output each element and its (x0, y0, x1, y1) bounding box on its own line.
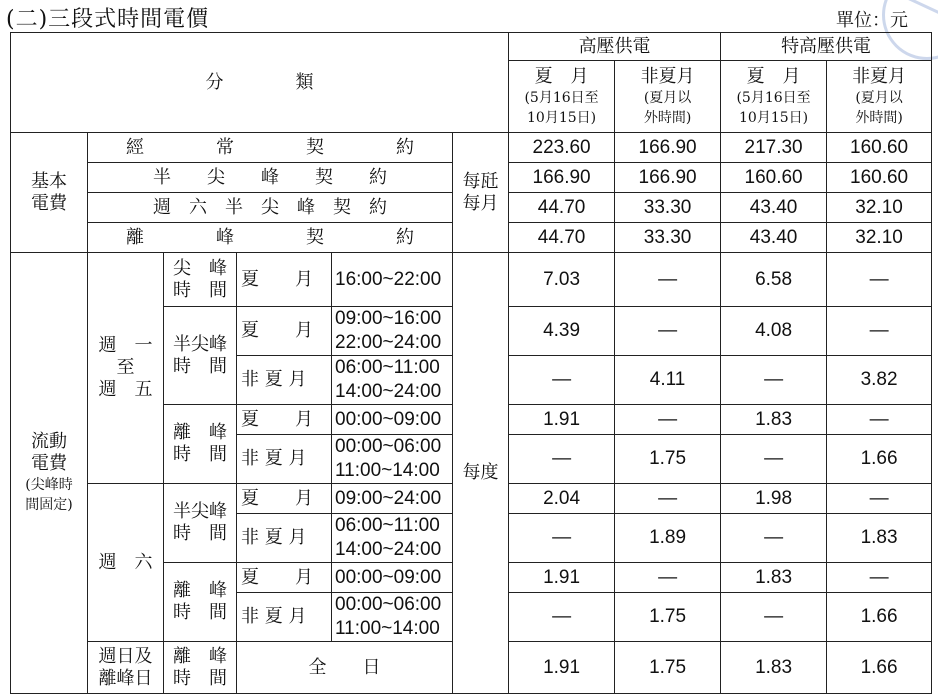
price-cell: 33.30 (615, 223, 721, 253)
header-extra-high-voltage: 特高壓供電 (721, 33, 932, 61)
header-non-summer: 非夏月 (640, 65, 695, 87)
price-cell: 7.03 (509, 253, 615, 307)
weekday-label (88, 253, 164, 484)
time-range (332, 356, 453, 405)
header-summer-note-2: 10月15日) (739, 109, 809, 126)
peak-time-label-1: 尖 峰 (173, 257, 227, 279)
time-range-line: 11:00~14:00 (335, 460, 440, 481)
season-non-summer: 非 夏 月 (237, 593, 332, 642)
price-cell: 217.30 (721, 133, 827, 163)
price-cell: 1.66 (827, 435, 932, 484)
price-cell: — (615, 253, 721, 307)
season-non-summer: 非 夏 月 (237, 356, 332, 405)
price-cell: 1.89 (615, 514, 721, 563)
header-non-summer-note-1: (夏月以 (855, 89, 903, 106)
peak-time-label (164, 253, 237, 307)
time-range-line: 14:00~24:00 (335, 539, 442, 560)
header-non-summer-cell (827, 61, 932, 133)
time-range-line: 11:00~14:00 (335, 618, 440, 639)
sunday-label (88, 642, 164, 694)
all-day-label: 全 日 (237, 642, 453, 694)
header-non-summer-note-2: 外時間) (855, 109, 903, 126)
price-cell: — (509, 435, 615, 484)
price-cell: 160.60 (721, 163, 827, 193)
price-cell: 160.60 (827, 163, 932, 193)
time-range (332, 593, 453, 642)
page-title: (二)三段式時間電價 (6, 7, 210, 32)
price-cell: 166.90 (615, 163, 721, 193)
flow-group-label-4: 間固定) (25, 497, 73, 513)
price-cell: 4.39 (509, 307, 615, 356)
sunday-label-2: 離峰日 (98, 667, 153, 689)
price-cell: 1.75 (615, 435, 721, 484)
weekday-label-1: 週 一 (98, 335, 153, 356)
price-cell: — (827, 405, 932, 435)
basic-row-label: 半 尖 峰 契 約 (88, 163, 453, 193)
price-cell: — (615, 484, 721, 514)
header-summer-note-2: 10月15日) (527, 109, 597, 126)
time-range (332, 435, 453, 484)
price-cell: — (721, 514, 827, 563)
flow-group-label-1: 流動 (31, 431, 67, 452)
price-cell: — (827, 307, 932, 356)
weekday-label-3: 週 五 (98, 379, 153, 400)
header-non-summer: 非夏月 (852, 65, 907, 87)
time-range-line: 00:00~06:00 (335, 594, 442, 615)
time-range-line: 09:00~16:00 (335, 308, 442, 329)
header-non-summer-cell (615, 61, 721, 133)
off-peak-label-1: 離 峰 (173, 645, 227, 667)
weekday-label-2: 至 (116, 357, 135, 378)
price-cell: — (615, 563, 721, 593)
price-cell: 1.66 (827, 642, 932, 694)
header-summer: 夏 月 (746, 65, 801, 87)
price-cell: — (827, 563, 932, 593)
price-cell: — (827, 253, 932, 307)
time-range: 00:00~09:00 (332, 563, 453, 593)
price-cell: — (509, 356, 615, 405)
price-cell: 1.83 (827, 514, 932, 563)
time-range-line: 14:00~24:00 (335, 381, 442, 402)
season-summer: 夏 月 (237, 484, 332, 514)
unit-label: 單位：元 (836, 10, 908, 31)
season-summer: 夏 月 (237, 307, 332, 356)
time-range-line: 22:00~24:00 (335, 332, 442, 353)
time-range (332, 307, 453, 356)
basic-unit-label-1: 每瓩 (462, 170, 499, 192)
header-non-summer-note-2: 外時間) (643, 109, 692, 126)
header-high-voltage: 高壓供電 (509, 33, 721, 61)
price-cell: 1.83 (721, 642, 827, 694)
off-peak-label-2: 時 間 (173, 444, 227, 465)
price-cell: — (721, 593, 827, 642)
price-cell: — (509, 514, 615, 563)
price-cell: 32.10 (827, 223, 932, 253)
off-peak-label-1: 離 峰 (173, 580, 227, 601)
tariff-table (10, 32, 932, 694)
price-cell: — (615, 307, 721, 356)
price-cell: 223.60 (509, 133, 615, 163)
price-cell: 1.75 (615, 593, 721, 642)
price-cell: — (721, 435, 827, 484)
flow-unit-label: 每度 (453, 253, 509, 694)
price-cell: 160.60 (827, 133, 932, 163)
price-cell: 4.08 (721, 307, 827, 356)
header-summer-note-1: (5月16日至 (736, 89, 811, 106)
header-summer-note-1: (5月16日至 (524, 89, 599, 106)
time-range-line: 06:00~11:00 (335, 515, 440, 536)
season-summer: 夏 月 (237, 563, 332, 593)
basic-row-label: 週 六 半 尖 峰 契 約 (88, 193, 453, 223)
season-non-summer: 非 夏 月 (237, 514, 332, 563)
header-summer: 夏 月 (534, 65, 589, 87)
price-cell: 33.30 (615, 193, 721, 223)
price-cell: 166.90 (615, 133, 721, 163)
price-cell: 6.58 (721, 253, 827, 307)
time-range (332, 514, 453, 563)
basic-unit-label (453, 133, 509, 253)
price-cell: 1.98 (721, 484, 827, 514)
basic-group-label-2: 電費 (31, 192, 67, 214)
season-summer: 夏 月 (237, 405, 332, 435)
price-cell: 1.91 (509, 405, 615, 435)
price-cell: — (721, 356, 827, 405)
price-cell: 43.40 (721, 193, 827, 223)
time-range: 00:00~09:00 (332, 405, 453, 435)
price-cell: 32.10 (827, 193, 932, 223)
price-cell: 44.70 (509, 193, 615, 223)
time-range-line: 00:00~06:00 (335, 436, 442, 457)
off-peak-time-label (164, 563, 237, 642)
price-cell: — (509, 593, 615, 642)
off-peak-time-label (164, 642, 237, 694)
off-peak-label-1: 離 峰 (173, 422, 227, 443)
price-cell: 1.83 (721, 563, 827, 593)
header-summer-cell (721, 61, 827, 133)
price-cell: 1.91 (509, 563, 615, 593)
header-summer-cell (509, 61, 615, 133)
price-cell: 1.75 (615, 642, 721, 694)
half-peak-time-label (164, 307, 237, 405)
sunday-label-1: 週日及 (98, 645, 153, 667)
half-peak-label-2: 時 間 (173, 523, 227, 544)
price-cell: 166.90 (509, 163, 615, 193)
time-range: 09:00~24:00 (332, 484, 453, 514)
saturday-label: 週 六 (88, 484, 164, 642)
price-cell: 3.82 (827, 356, 932, 405)
price-cell: 1.83 (721, 405, 827, 435)
off-peak-label-2: 時 間 (173, 602, 227, 623)
flow-group-label-2: 電費 (31, 453, 67, 474)
off-peak-label-2: 時 間 (173, 667, 227, 689)
time-range: 16:00~22:00 (332, 253, 453, 307)
basic-row-label: 經 常 契 約 (88, 133, 453, 163)
basic-group-label (11, 133, 88, 253)
season-non-summer: 非 夏 月 (237, 435, 332, 484)
price-cell: — (615, 405, 721, 435)
header-classification: 分 類 (11, 33, 509, 133)
price-cell: 43.40 (721, 223, 827, 253)
price-cell: — (827, 484, 932, 514)
peak-time-label-2: 時 間 (173, 279, 227, 301)
price-cell: 2.04 (509, 484, 615, 514)
half-peak-label-2: 時 間 (173, 355, 227, 377)
price-cell: 44.70 (509, 223, 615, 253)
season-summer: 夏 月 (237, 253, 332, 307)
flow-group-label (11, 253, 88, 694)
basic-group-label-1: 基本 (31, 170, 67, 192)
half-peak-time-label (164, 484, 237, 563)
time-range-line: 06:00~11:00 (335, 357, 440, 378)
off-peak-time-label (164, 405, 237, 484)
basic-row-label: 離 峰 契 約 (88, 223, 453, 253)
half-peak-label-1: 半尖峰 (173, 333, 227, 355)
price-cell: 4.11 (615, 356, 721, 405)
header-non-summer-note-1: (夏月以 (643, 89, 692, 106)
basic-unit-label-2: 每月 (462, 192, 499, 214)
flow-group-label-3: (尖峰時 (25, 477, 73, 493)
price-cell: 1.91 (509, 642, 615, 694)
price-cell: 1.66 (827, 593, 932, 642)
half-peak-label-1: 半尖峰 (173, 501, 227, 522)
